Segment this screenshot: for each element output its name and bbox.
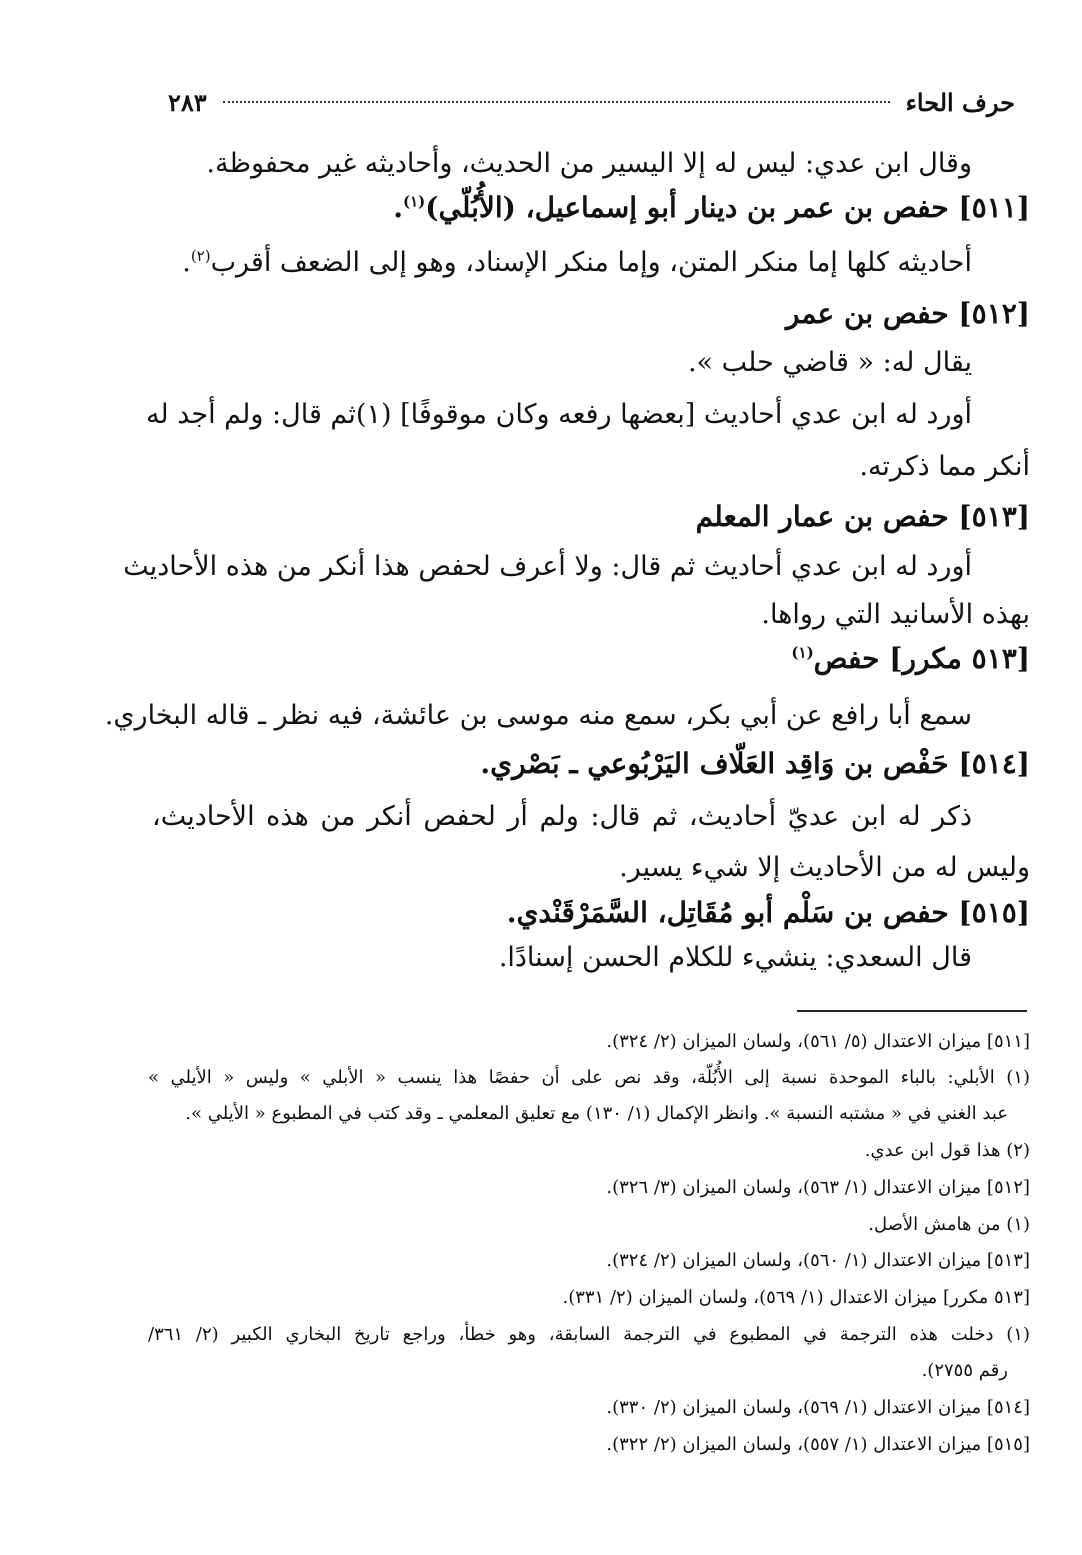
entry-513-repeated-heading: [791, 638, 1030, 680]
footnote-line: (١) دخلت هذه الترجمة في المطبوع في الترجمة السابقة، وهو خطأ، وراجع تاريخ البخاري الكبير (٢/ ٣٦١/: [148, 1324, 1030, 1345]
entry-511-heading: [٥١١] حفص بن عمر بن دينار أبو إسماعيل، (الأُبُلّي)$^{(١)}$.: [393, 191, 1030, 224]
body-line: يقال له: « قاضي حلب ».: [687, 347, 972, 378]
footnote-line: [٥١١] ميزان الاعتدال (٥/ ٥٦١)، ولسان الميزان (٢/ ٣٢٤).: [606, 1031, 1030, 1052]
entry-512-heading: [٥١٢] حفص بن عمر: [785, 297, 1030, 330]
footnote-line: عبد الغني في « مشتبه النسبة ». وانظر الإكمال (١/ ١٣٠) مع تعليق المعلمي ـ وقد كتب في المطبوع « الأيلي ».: [185, 1103, 1008, 1124]
footnote-line: [٥١٣ مكرر] ميزان الاعتدال (١/ ٥٦٩)، ولسان الميزان (٢/ ٣٣١).: [562, 1287, 1030, 1308]
footnote-line: [٥١٥] ميزان الاعتدال (١/ ٥٥٧)، ولسان الميزان (٢/ ٣٢٢).: [606, 1434, 1030, 1455]
page-number: ٢٨٣: [168, 87, 207, 117]
body-line: أورد له ابن عدي أحاديث ثم قال: ولا أعرف لحفص هذا أنكر من هذه الأحاديث: [123, 551, 972, 582]
body-line: قال السعدي: ينشيء للكلام الحسن إسنادًا.: [498, 942, 972, 973]
footnote-separator: [797, 1010, 1027, 1012]
footnote-line: رقم ٢٧٥٥).: [921, 1360, 1008, 1381]
footnote-line: (١) الأبلي: بالباء الموحدة نسبة إلى الأُبُلّة، وقد نص على أن حفصًا هذا ينسب « الأبلي » وليس « الأيلي »: [148, 1067, 1030, 1088]
body-line: ذكر له ابن عديّ أحاديث، ثم قال: ولم أر لحفص أنكر من هذه الأحاديث،: [152, 801, 972, 832]
body-line: سمع أبا رافع عن أبي بكر، سمع منه موسى بن عائشة، فيه نظر ـ قاله البخاري.: [104, 700, 972, 731]
entry-514-heading: [٥١٤] حَفْص بن وَاقِد العَلّاف اليَرْبُوعي ـ بَصْري.: [480, 747, 1030, 780]
body-line: بهذه الأسانيد التي رواها.: [761, 599, 1030, 630]
footnote-line: [٥١٢] ميزان الاعتدال (١/ ٥٦٣)، ولسان الميزان (٣/ ٣٢٦).: [606, 1177, 1030, 1198]
entry-heading-text: [٥١٣ مكرر] حفص: [813, 642, 1030, 675]
body-line: وقال ابن عدي: ليس له إلا اليسير من الحديث، وأحاديثه غير محفوظة.: [206, 148, 972, 179]
footnote-line: (١) من هامش الأصل.: [868, 1214, 1030, 1235]
section-title: حرف الحاء: [905, 87, 1015, 117]
body-line: أنكر مما ذكرته.: [859, 451, 1030, 482]
entry-511-text: أحاديثه كلها إما منكر المتن، وإما منكر الإسناد، وهو إلى الضعف أقرب$^{(٢)}$.: [182, 247, 972, 278]
entry-heading-text: [٥١١] حفص بن عمر بن دينار أبو إسماعيل، (الأُبُلّي): [425, 191, 1030, 224]
body-text: أحاديثه كلها إما منكر المتن، وإما منكر الإسناد، وهو إلى الضعف أقرب: [210, 247, 972, 278]
running-header: [168, 82, 1015, 122]
entry-515-heading: [٥١٥] حفص بن سَلْم أبو مُقَاتِل، السَّمَرْقَنْدي.: [506, 896, 1030, 929]
header-dotted-rule: [223, 101, 890, 103]
body-line: وليس له من الأحاديث إلا شيء يسير.: [619, 852, 1030, 883]
footnote-ref: (١): [791, 643, 814, 662]
body-line: أورد له ابن عدي أحاديث [بعضها رفعه وكان موقوفًا] (١)ثم قال: ولم أجد له: [145, 399, 972, 430]
footnote-ref: (٢): [190, 247, 211, 265]
footnote-line: [٥١٤] ميزان الاعتدال (١/ ٥٦٩)، ولسان الميزان (٢/ ٣٣٠).: [606, 1397, 1030, 1418]
footnote-line: [٥١٣] ميزان الاعتدال (١/ ٥٦٠)، ولسان الميزان (٢/ ٣٢٤).: [606, 1250, 1030, 1271]
entry-513-heading: [٥١٣] حفص بن عمار المعلم: [695, 500, 1030, 533]
footnote-ref: (١): [402, 192, 426, 211]
footnote-line: (٢) هذا قول ابن عدي.: [864, 1140, 1030, 1161]
